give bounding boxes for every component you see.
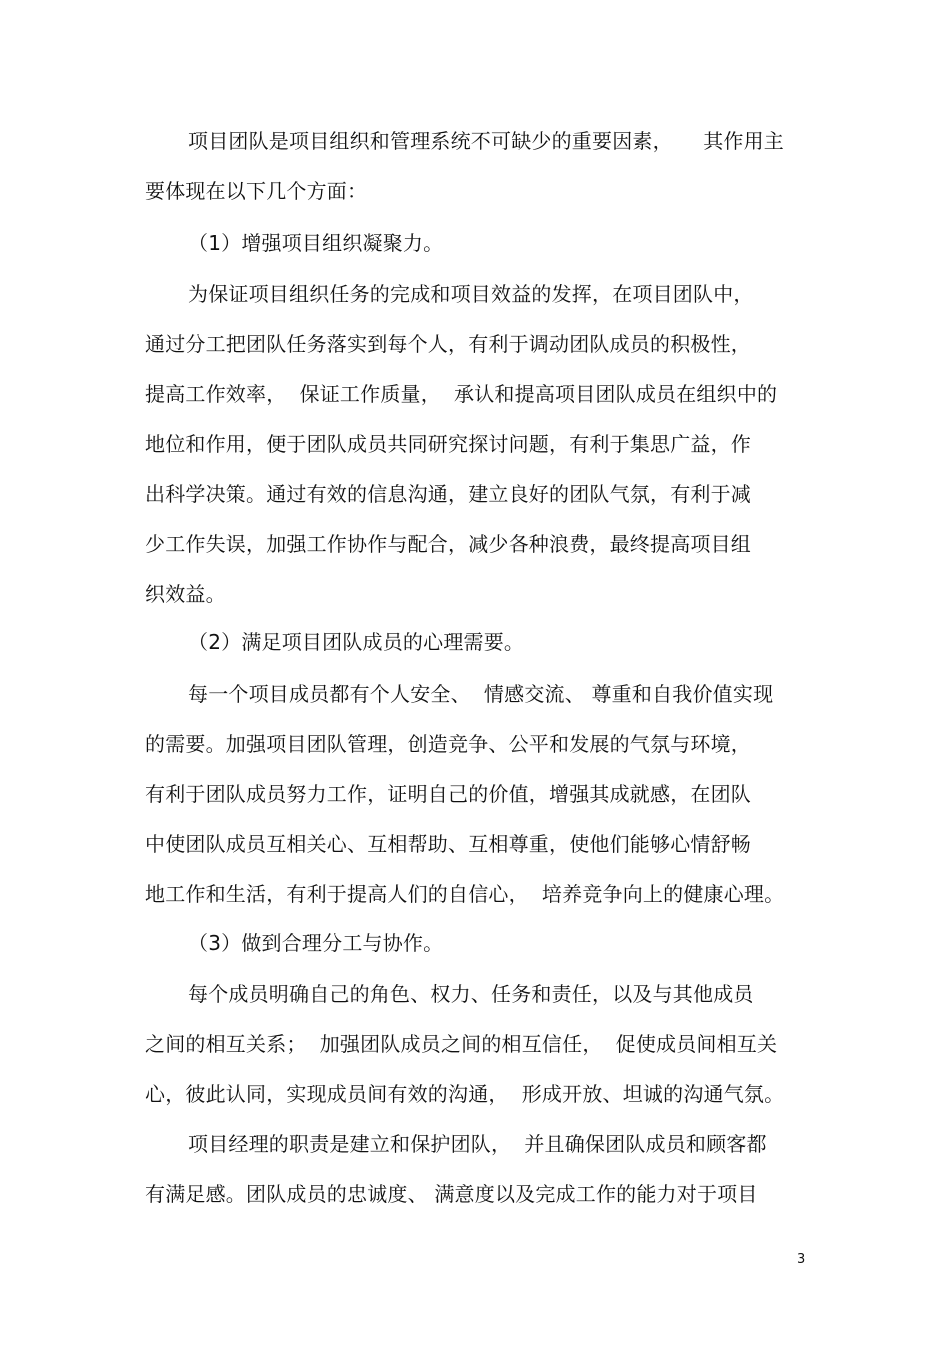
- text-line: 每一个项目成员都有个人安全、 情感交流、 尊重和自我价值实现: [188, 682, 774, 706]
- text-line: 项目经理的职责是建立和保护团队， 并且确保团队成员和顾客都: [188, 1132, 767, 1156]
- text-line: 要体现在以下几个方面：: [145, 179, 368, 203]
- section-heading: （1）增强项目组织凝聚力。: [188, 231, 444, 255]
- section-heading: （3）做到合理分工与协作。: [188, 931, 444, 955]
- text-line: 地位和作用，便于团队成员共同研究探讨问题，有利于集思广益，作: [145, 432, 751, 456]
- text-line: 中使团队成员互相关心、互相帮助、互相尊重，使他们能够心情舒畅: [145, 832, 751, 856]
- text-line: 通过分工把团队任务落实到每个人，有利于调动团队成员的积极性，: [145, 332, 751, 356]
- text-line: 提高工作效率， 保证工作质量， 承认和提高项目团队成员在组织中的: [145, 382, 778, 406]
- text-line: 出科学决策。通过有效的信息沟通，建立良好的团队气氛，有利于减: [145, 482, 751, 506]
- text-line: 有利于团队成员努力工作，证明自己的价值，增强其成就感，在团队: [145, 782, 751, 806]
- text-line: 地工作和生活，有利于提高人们的自信心， 培养竞争向上的健康心理。: [145, 882, 785, 906]
- text-line: 项目团队是项目组织和管理系统不可缺少的重要因素， 其作用主: [188, 129, 784, 153]
- text-line: 有满足感。团队成员的忠诚度、 满意度以及完成工作的能力对于项目: [145, 1182, 758, 1206]
- page-number: 3: [797, 1252, 806, 1267]
- text-line: 心，彼此认同，实现成员间有效的沟通， 形成开放、坦诚的沟通气氛。: [145, 1082, 785, 1106]
- text-line: 之间的相互关系； 加强团队成员之间的相互信任， 促使成员间相互关: [145, 1032, 778, 1056]
- text-line: 织效益。: [145, 582, 226, 606]
- text-line: 的需要。加强项目团队管理，创造竞争、公平和发展的气氛与环境，: [145, 732, 751, 756]
- section-heading: （2）满足项目团队成员的心理需要。: [188, 630, 525, 654]
- text-line: 少工作失误，加强工作协作与配合，减少各种浪费，最终提高项目组: [145, 532, 751, 556]
- text-line: 每个成员明确自己的角色、权力、任务和责任，以及与其他成员: [188, 982, 754, 1006]
- text-line: 为保证项目组织任务的完成和项目效益的发挥，在项目团队中，: [188, 282, 754, 306]
